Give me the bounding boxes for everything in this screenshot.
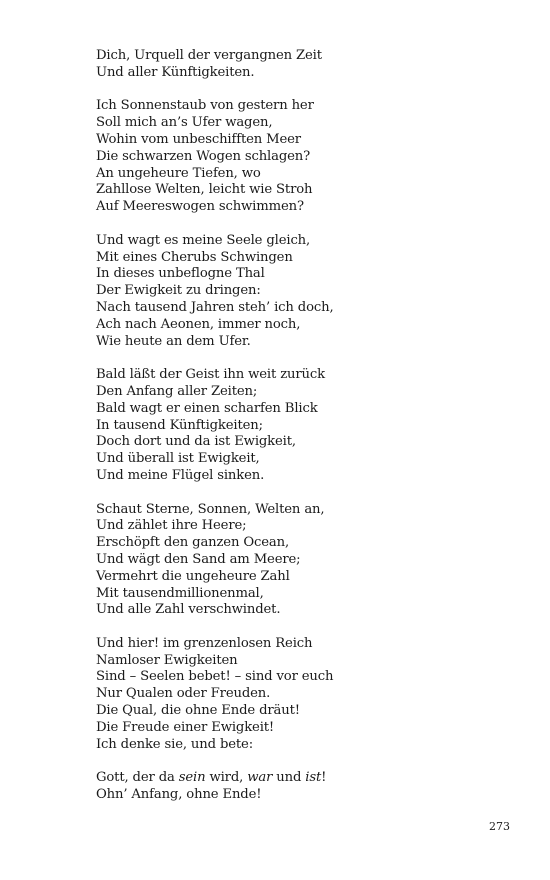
poem-body bbox=[96, 48, 516, 821]
poem-line: Ich denke sie, und bete: bbox=[96, 736, 253, 752]
stanza bbox=[96, 48, 516, 82]
poem-line: Namloser Ewigkeiten bbox=[96, 652, 238, 668]
poem-line: Mit tausendmillionenmal, bbox=[96, 585, 264, 601]
stanza bbox=[96, 98, 516, 216]
poem-line: Der Ewigkeit zu dringen: bbox=[96, 283, 261, 299]
stanza-final bbox=[96, 770, 516, 804]
poem-line: Bald wagt er einen scharfen Blick bbox=[96, 400, 318, 416]
text-run: ! bbox=[321, 770, 327, 786]
poem-line: Bald läßt der Geist ihn weit zurück bbox=[96, 367, 325, 383]
poem-line: Die Qual, die ohne Ende dräut! bbox=[96, 703, 300, 719]
emphasis-war: war bbox=[247, 770, 273, 786]
emphasis-sein: sein bbox=[178, 770, 206, 786]
poem-line: Ich Sonnenstaub von gestern her bbox=[96, 98, 314, 114]
poem-line: Und zählet ihre Heere; bbox=[96, 518, 247, 534]
poem-line: Ach nach Aeonen, immer noch, bbox=[96, 316, 301, 332]
poem-line: Und alle Zahl verschwindet. bbox=[96, 602, 281, 618]
poem-line: Nur Qualen oder Freuden. bbox=[96, 686, 271, 702]
poem-line: Und meine Flügel sinken. bbox=[96, 467, 265, 483]
poem-line: Den Anfang aller Zeiten; bbox=[96, 383, 258, 399]
poem-line: Erschöpft den ganzen Ocean, bbox=[96, 535, 289, 551]
poem-line bbox=[96, 770, 516, 787]
poem-line: Auf Meereswogen schwimmen? bbox=[96, 199, 304, 215]
stanza bbox=[96, 367, 516, 485]
poem-line: Ohn’ Anfang, ohne Ende! bbox=[96, 787, 262, 803]
poem-line: Zahllose Welten, leicht wie Stroh bbox=[96, 182, 313, 198]
text-run: Gott, der da bbox=[96, 770, 179, 786]
poem-line: An ungeheure Tiefen, wo bbox=[96, 165, 261, 181]
poem-line: Die schwarzen Wogen schlagen? bbox=[96, 148, 311, 164]
poem-line: Wohin vom unbeschifften Meer bbox=[96, 131, 301, 147]
emphasis-ist: ist bbox=[305, 770, 322, 786]
text-run: wird, bbox=[205, 770, 248, 786]
stanza bbox=[96, 502, 516, 620]
stanza bbox=[96, 233, 516, 351]
poem-line: Und hier! im grenzenlosen Reich bbox=[96, 635, 313, 651]
poem-line: Wie heute an dem Ufer. bbox=[96, 333, 251, 349]
poem-line: In tausend Künftigkeiten; bbox=[96, 417, 263, 433]
poem-line: Und überall ist Ewigkeit, bbox=[96, 451, 260, 467]
poem-line: Soll mich an’s Ufer wagen, bbox=[96, 115, 273, 131]
poem-line: Und wagt es meine Seele gleich, bbox=[96, 232, 311, 248]
page-number: 273 bbox=[489, 820, 510, 833]
poem-line: Nach tausend Jahren steh’ ich doch, bbox=[96, 299, 334, 315]
poem-line: Schaut Sterne, Sonnen, Welten an, bbox=[96, 501, 325, 517]
poem-line: Die Freude einer Ewigkeit! bbox=[96, 719, 275, 735]
text-run: und bbox=[272, 770, 306, 786]
poem-line: Und wägt den Sand am Meere; bbox=[96, 551, 301, 567]
poem-line: Sind – Seelen bebet! – sind vor euch bbox=[96, 669, 334, 685]
poem-line: Vermehrt die ungeheure Zahl bbox=[96, 568, 290, 584]
stanza bbox=[96, 636, 516, 754]
poem-line: Dich, Urquell der vergangnen Zeit bbox=[96, 48, 322, 63]
poem-line: Doch dort und da ist Ewigkeit, bbox=[96, 434, 296, 450]
poem-line: Und aller Künftigkeiten. bbox=[96, 64, 255, 80]
poem-line: Mit eines Cherubs Schwingen bbox=[96, 249, 293, 265]
stanza-container bbox=[96, 48, 516, 753]
poem-line: In dieses unbeflogne Thal bbox=[96, 266, 265, 282]
